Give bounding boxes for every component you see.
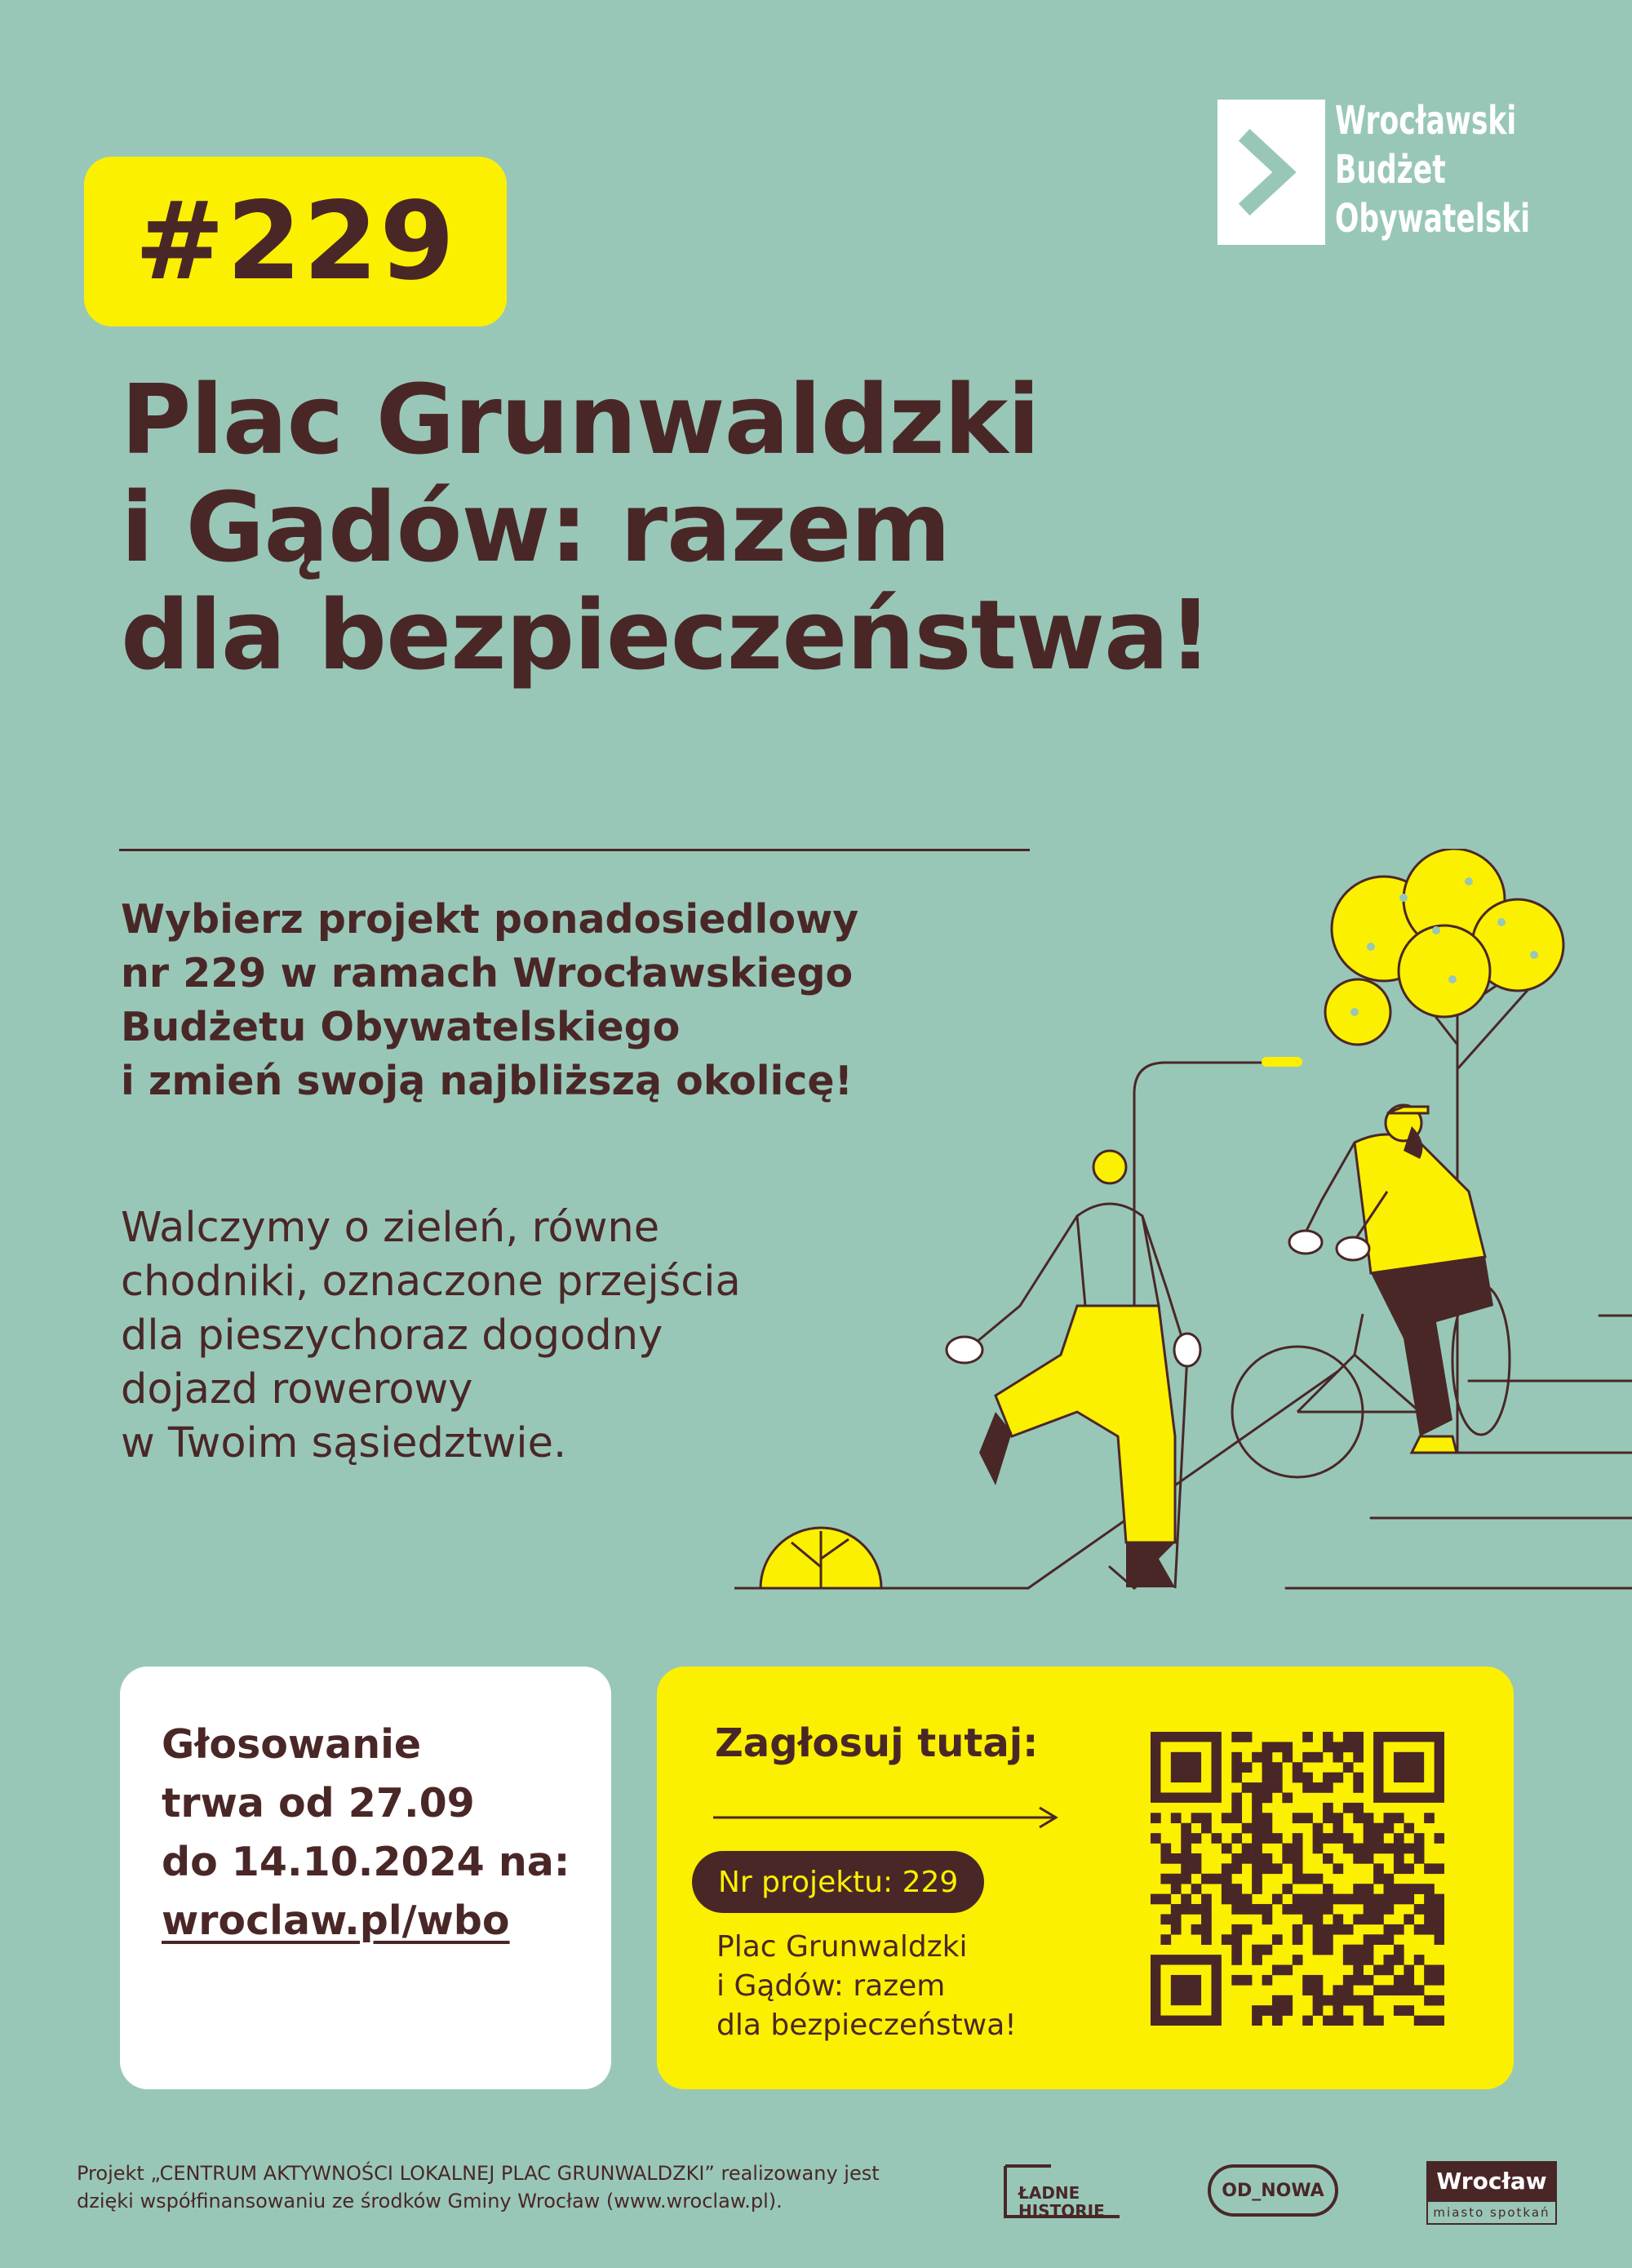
street-illustration (734, 849, 1632, 1600)
body-line: dojazd rowerowy (121, 1365, 473, 1414)
funding-note-line: dzięki współfinansowaniu ze środków Gminy Wrocław (www.wroclaw.pl). (77, 2190, 783, 2213)
title-line: Plac Grunwaldzki (121, 363, 1040, 476)
lead-line: nr 229 w ramach Wrocławskiego (121, 950, 854, 996)
funding-note (77, 2159, 974, 2215)
voting-link[interactable]: wroclaw.pl/wbo (162, 1897, 510, 1944)
project-name-line: Plac Grunwaldzki (716, 1930, 968, 1964)
project-name (716, 1928, 1017, 2045)
wroclaw-logo-top: Wrocław (1426, 2161, 1557, 2200)
body-line: dla pieszychoraz dogodny (121, 1312, 663, 1360)
project-number-badge: #229 (84, 157, 507, 326)
logo-word: ŁADNE (1018, 2183, 1080, 2203)
voting-line: do 14.10.2024 na: (162, 1839, 570, 1885)
lead-line: Wybierz projekt ponadosiedlowy (121, 896, 859, 943)
voting-line: trwa od 27.09 (162, 1780, 475, 1826)
wbo-logo-mark (1217, 100, 1325, 245)
wroclaw-logo-bottom: miasto spotkań (1426, 2200, 1557, 2225)
project-name-line: i Gądów: razem (716, 1969, 946, 2003)
body-line: Walczymy o zieleń, równe (121, 1204, 660, 1252)
logo-line: Wrocławski (1335, 98, 1517, 144)
wbo-logo-text (1335, 96, 1531, 243)
ladne-historie-logo-text (1018, 2184, 1105, 2220)
body-line: chodniki, oznaczone przejścia (121, 1258, 741, 1306)
wroclaw-logo (1426, 2161, 1557, 2225)
logo-line: Obywatelski (1335, 196, 1531, 242)
lead-line: Budżetu Obywatelskiego (121, 1004, 681, 1050)
logo-word: HISTORIE (1018, 2201, 1105, 2221)
od-nowa-logo: OD_NOWA (1208, 2164, 1338, 2217)
title-line: dla bezpieczeństwa! (121, 579, 1212, 691)
qr-code[interactable] (1151, 1732, 1444, 2026)
voting-dates-text (162, 1715, 586, 1951)
project-number-pill: Nr projektu: 229 (692, 1851, 984, 1913)
title-line: i Gądów: razem (121, 471, 951, 584)
logo-line: Budżet (1335, 147, 1446, 193)
project-name-line: dla bezpieczeństwa! (716, 2008, 1017, 2042)
voting-line: Głosowanie (162, 1721, 422, 1768)
page-title (121, 363, 1557, 691)
arrow-right-icon (713, 1805, 1059, 1830)
lead-line: i zmień swoją najbliższą okolicę! (121, 1058, 853, 1104)
funding-note-line: Projekt „CENTRUM AKTYWNOŚCI LOKALNEJ PLAC GRUNWALDZKI” realizowany jest (77, 2162, 880, 2185)
vote-here-heading: Zagłosuj tutaj: (715, 1720, 1039, 1766)
body-line: w Twoim sąsiedztwie. (121, 1419, 567, 1467)
